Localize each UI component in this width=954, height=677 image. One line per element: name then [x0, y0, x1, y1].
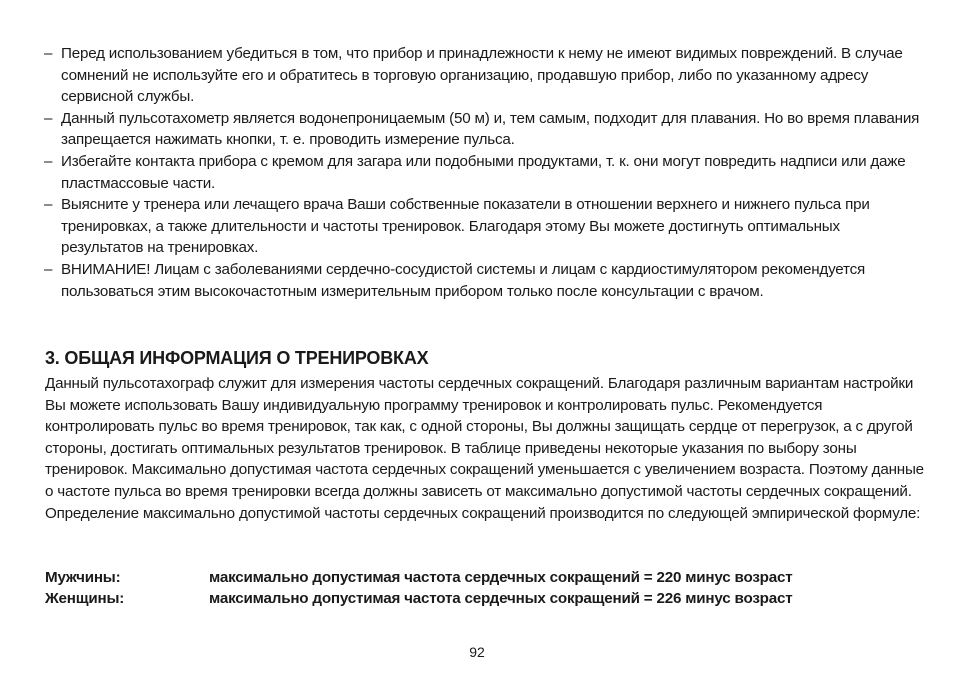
formula-text-men: максимально допустимая частота сердечных сокращений = 220 минус возраст: [209, 569, 793, 586]
section-title: 3. ОБЩАЯ ИНФОРМАЦИЯ О ТРЕНИРОВКАХ: [45, 348, 429, 368]
bullet-item: [44, 259, 924, 302]
bullet-text: Выясните у тренера или лечащего врача Ваши собственные показатели в отношении верхнего и нижнего пульса при тренировках, а также длительности и частоты тренировок. Благодаря этому Вы можете достигнуть оптимальных результатов на тренировках.: [61, 196, 870, 257]
bullet-item: [44, 43, 924, 108]
bullet-marker: –: [44, 260, 53, 278]
formula-label-men: Мужчины:: [45, 569, 121, 586]
bullet-item: [44, 108, 924, 151]
formula-text-women: максимально допустимая частота сердечных сокращений = 226 минус возраст: [209, 590, 793, 607]
bullet-text: Избегайте контакта прибора с кремом для загара или подобными продуктами, т. к. они могут повредить надписи или даже пластмассовые части.: [61, 152, 906, 192]
page-number: 92: [469, 644, 485, 660]
bullet-item: [44, 151, 924, 194]
bullet-marker: –: [44, 196, 53, 214]
bullet-text: Перед использованием убедиться в том, что прибор и принадлежности к нему не имеют видимых повреждений. В случае сомнений не используйте его и обратитесь в торговую организацию, продавшую прибор, либо по указанному адресу сервисной службы.: [61, 45, 903, 106]
bullet-marker: –: [44, 45, 53, 62]
bullet-marker: –: [44, 152, 53, 170]
formula-label-women: Женщины:: [45, 590, 125, 607]
bullet-text: ВНИМАНИЕ! Лицам с заболеваниями сердечно-сосудистой системы и лицам с кардиостимулятором рекомендуется пользоваться этим высокочастотным измерительным прибором только после консультации с врачом.: [61, 260, 866, 300]
section-intro-paragraph: Данный пульсотахограф служит для измерения частоты сердечных сокращений. Благодаря различным вариантам настройки Вы можете использовать Вашу индивидуальную программу тренировок и контролировать пульс. Рекомендуется контролировать пульс во время тренировок, так как, с одной стороны, Вы должны защищать сердце от перегрузок, а с другой стороны, достигать оптимальных результатов тренировок. В таблице приведены некоторые указания по выбору зоны тренировок. Максимально допустимая частота сердечных сокращений уменьшается с увеличением возраста. Поэтому данные о частоте пульса во время тренировки всегда должны зависеть от максимально допустимой частоты сердечных сокращений. Определение максимально допустимой частоты сердечных сокращений производится по следующей эмпирической формуле:: [45, 375, 924, 522]
bullet-marker: –: [44, 109, 53, 127]
bullet-item: [44, 194, 924, 259]
formula-row-women: [45, 588, 793, 610]
formula-row-men: [45, 567, 793, 589]
bullet-text: Данный пульсотахометр является водонепроницаемым (50 м) и, тем самым, подходит для плавания. Но во время плавания запрещается нажимать кнопки, т. е. проводить измерение пульса.: [61, 109, 920, 149]
safety-bullet-list: [44, 43, 924, 302]
